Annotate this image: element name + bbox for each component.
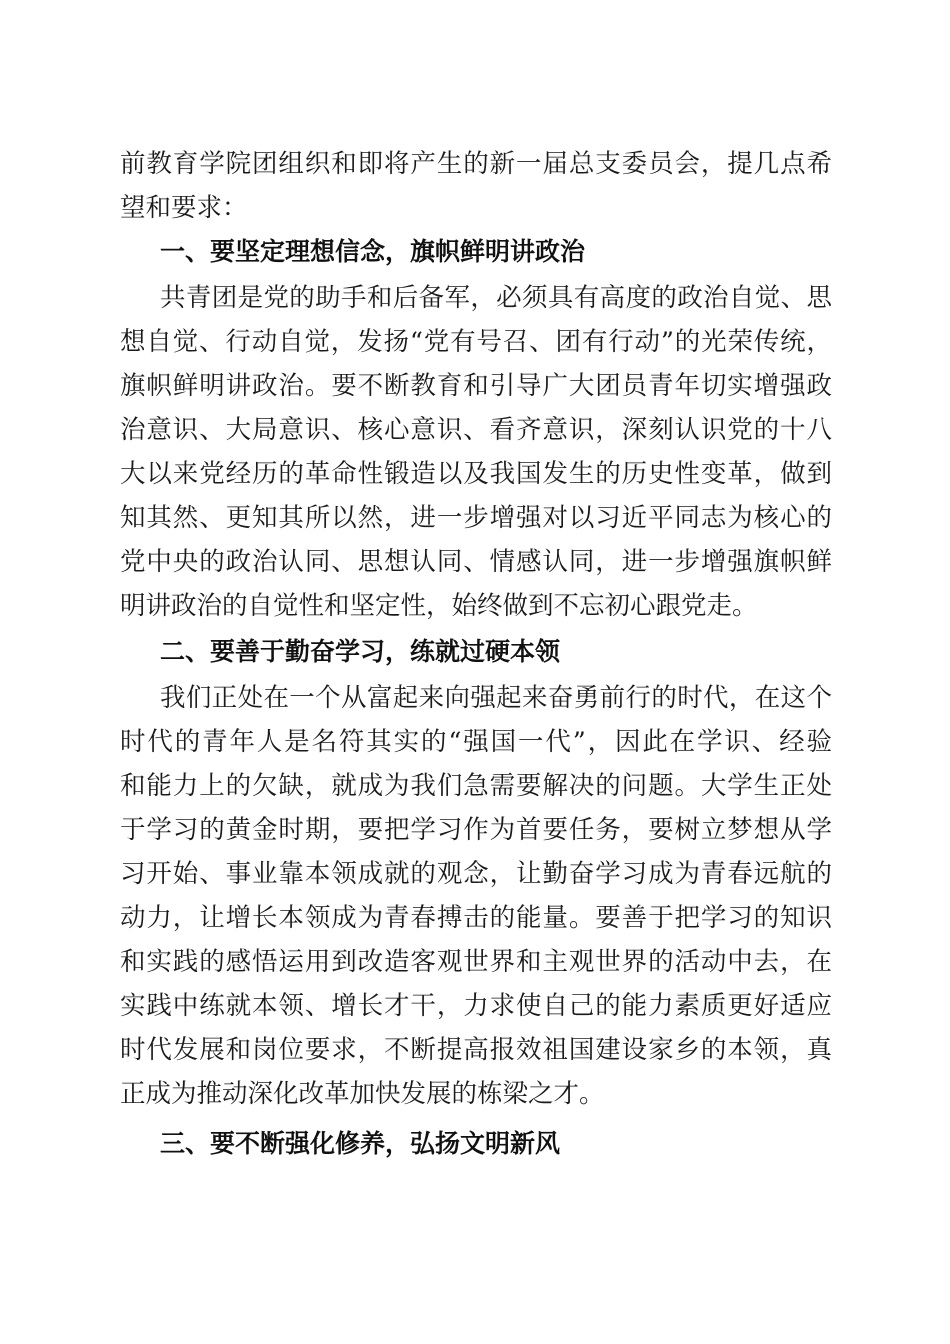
paragraph-line: 想自觉、行动自觉，发扬“党有号召、团有行动”的光荣传统，: [120, 327, 832, 357]
paragraph-line: 于学习的黄金时期，要把学习作为首要任务，要树立梦想从学: [120, 815, 832, 845]
paragraph-line: 实践中练就本领、增长才干，力求使自己的能力素质更好适应: [120, 991, 832, 1021]
section-heading: 三、要不断强化修养，弘扬文明新风: [160, 1129, 561, 1158]
intro-line: 望和要求：: [120, 193, 248, 223]
paragraph-line: 大以来党经历的革命性锻造以及我国发生的历史性变革，做到: [120, 459, 832, 489]
paragraph-line: 党中央的政治认同、思想认同、情感认同，进一步增强旗帜鲜: [120, 547, 832, 577]
paragraph-line: 动力，让增长本领成为青春搏击的能量。要善于把学习的知识: [120, 903, 832, 933]
paragraph-line: 时代的青年人是名符其实的“强国一代”，因此在学识、经验: [120, 727, 832, 757]
paragraph-line: 知其然、更知其所以然，进一步增强对以习近平同志为核心的: [120, 503, 832, 533]
paragraph-line: 正成为推动深化改革加快发展的栋梁之才。: [120, 1079, 605, 1109]
intro-line: 前教育学院团组织和即将产生的新一届总支委员会，提几点希: [120, 149, 832, 179]
paragraph-line: 习开始、事业靠本领成就的观念，让勤奋学习成为青春远航的: [120, 859, 832, 889]
section-heading: 一、要坚定理想信念，旗帜鲜明讲政治: [160, 237, 586, 266]
paragraph-line: 旗帜鲜明讲政治。要不断教育和引导广大团员青年切实增强政: [120, 371, 832, 401]
paragraph-line: 共青团是党的助手和后备军，必须具有高度的政治自觉、思: [160, 283, 832, 313]
paragraph-line: 和实践的感悟运用到改造客观世界和主观世界的活动中去，在: [120, 947, 832, 977]
section-heading: 二、要善于勤奋学习，练就过硬本领: [160, 637, 561, 666]
paragraph-line: 和能力上的欠缺，就成为我们急需要解决的问题。大学生正处: [120, 771, 832, 801]
paragraph-line: 治意识、大局意识、核心意识、看齐意识，深刻认识党的十八: [120, 415, 832, 445]
paragraph-line: 我们正处在一个从富起来向强起来奋勇前行的时代，在这个: [160, 683, 832, 713]
paragraph-line: 时代发展和岗位要求，不断提高报效祖国建设家乡的本领，真: [120, 1035, 832, 1065]
paragraph-line: 明讲政治的自觉性和坚定性，始终做到不忘初心跟党走。: [120, 591, 758, 621]
